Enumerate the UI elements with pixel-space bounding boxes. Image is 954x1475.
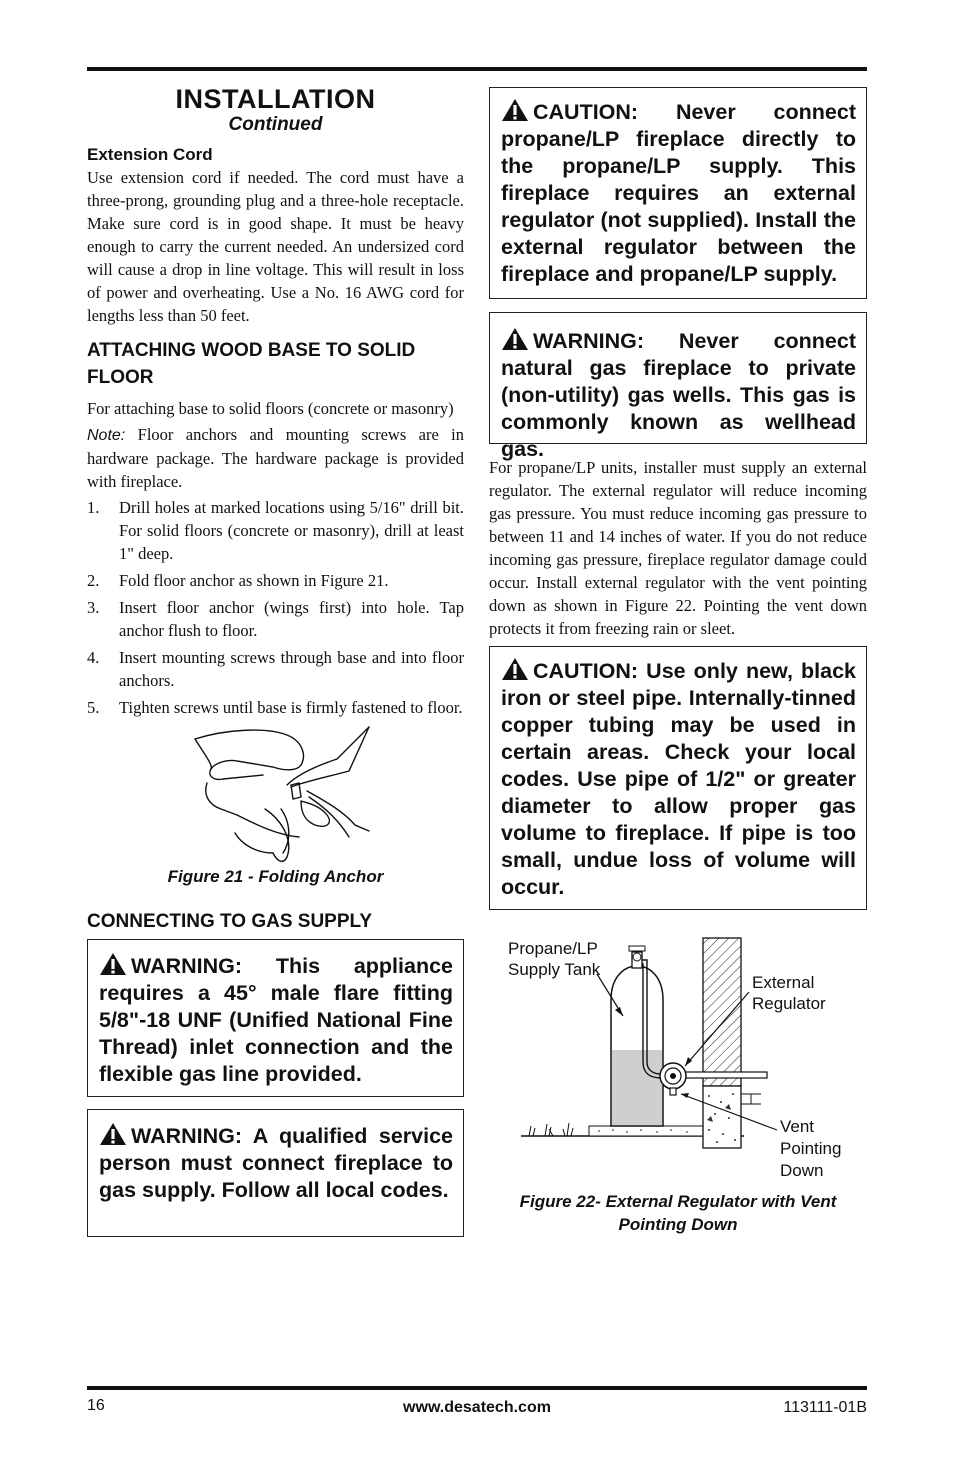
caption-line: Pointing Down [618,1215,738,1234]
caution-text: CAUTION: Never connect propane/LP fireplace directly to the propane/LP supply. This fireplace requires an external regulator (not supplied). Install the external regulator between the fireplace and propane/LP supply. [501,100,856,286]
step-number: 1. [87,498,100,517]
hand-folding-anchor-illustration [87,725,464,865]
note-label: Note: [87,427,126,444]
section-title: INSTALLATION [175,84,376,114]
figure21-caption: Figure 21 - Folding Anchor [167,867,384,886]
bottom-rule [87,1386,867,1390]
step-text: Insert floor anchor (wings first) into hole. Tap anchor flush to floor. [119,598,464,640]
left-column [87,80,464,1237]
caution-box-external-regulator [489,87,867,299]
warning-text: WARNING: A qualified service person must connect fireplace to gas supply. Follow all local codes. [99,1124,453,1202]
step-number: 3. [87,598,100,617]
list-item [87,569,464,592]
step-number: 2. [87,571,100,590]
warning-text: WARNING: Never connect natural gas fireplace to private (non-utility) gas wells. This gas is commonly known as wellhead gas. [501,329,856,461]
caution-pipe [501,657,856,901]
caution-text: CAUTION: Use only new, black iron or steel pipe. Internally-tinned copper tubing may be used in certain areas. Check your local codes. Use pipe of 1/2" or greater diameter to allow proper gas volume to fireplace. If pipe is too small, undue loss of volume will occur. [501,659,856,899]
section-subtitle: Continued [228,114,323,135]
extension-cord-heading: Extension Cord [87,145,213,164]
caution-box-pipe [489,646,867,910]
warning-box-wellhead-gas [489,312,867,461]
warning-text: WARNING: This appliance requires a 45° male flare fitting 5/8"-18 UNF (Unified National Fine Thread) inlet connection and the flexible gas line provided. [99,954,453,1086]
step-text: Drill holes at marked locations using 5/16" drill bit. For solid floors (concrete or masonry), drill at least 1" deep. [119,498,464,563]
gas-supply-heading: CONNECTING TO GAS SUPPLY [87,911,373,932]
caution-external-regulator [501,98,856,288]
label-external-regulator [752,972,826,1014]
label-line: Down [780,1161,824,1180]
list-item [87,646,464,692]
extension-cord-text: Use extension cord if needed. The cord must have a three-prong, grounding plug and a three-hole receptacle. Make sure cord is in good shape. It must be heavy enough to carry the current needed. An undersized cord will cause a drop in line voltage. This will result in loss of power and overheating. Use a No. 16 AWG cord for lengths less than 50 feet. [87,168,464,325]
label-supply-tank [508,938,600,980]
warning-flare-fitting [99,952,453,1088]
step-text: Fold floor anchor as shown in Figure 21. [119,571,389,590]
list-item [87,496,464,565]
label-line: External [752,973,815,992]
label-line: Regulator [752,994,826,1013]
wood-base-intro: For attaching base to solid floors (concrete or masonry) [87,399,454,418]
warning-triangle-icon [99,1122,127,1146]
figure22-caption [489,1190,867,1236]
label-line: Pointing [780,1139,842,1158]
step-text: Tighten screws until base is firmly fastened to floor. [119,698,463,717]
label-vent-pointing-down [780,1116,841,1182]
figure22 [489,930,867,1190]
note-text: Floor anchors and mounting screws are in hardware package. The hardware package is provided with fireplace. [87,425,464,491]
top-rule [87,67,867,71]
right-column [489,80,867,1236]
wood-base-heading: ATTACHING WOOD BASE TO SOLID FLOOR [87,340,416,388]
steps-list [87,496,464,719]
warning-wellhead-gas [501,327,856,463]
label-line: Supply Tank [508,960,601,979]
footer-url: www.desatech.com [403,1399,551,1416]
warning-triangle-icon [501,98,529,122]
step-text: Insert mounting screws through base and into floor anchors. [119,648,464,690]
figure21 [87,725,464,865]
warning-triangle-icon [99,952,127,976]
step-number: 4. [87,648,100,667]
warning-triangle-icon [501,327,529,351]
warning-qualified-service [99,1122,453,1204]
wood-base-note [87,423,464,493]
document-code: 113111-01B [783,1399,867,1416]
list-item [87,696,464,719]
warning-box-flare-fitting [87,939,464,1097]
warning-triangle-icon [501,657,529,681]
list-item [87,596,464,642]
page-number: 16 [87,1397,105,1414]
caption-line: Figure 22- External Regulator with Vent [519,1192,837,1211]
label-line: Propane/LP [508,939,598,958]
label-line: Vent [780,1117,815,1136]
warning-box-qualified-service [87,1109,464,1237]
external-regulator-text: For propane/LP units, installer must supply an external regulator. The external regulator will reduce incoming gas pressure. You must reduce incoming gas pressure to between 11 and 14 inches of water. If you do not reduce incoming gas pressure, fireplace regulator damage could occur. Install external regulator with the vent pointing down as shown in Figure 22. Pointing the vent down protects it from freezing rain or sleet. [489,458,867,638]
step-number: 5. [87,698,100,717]
